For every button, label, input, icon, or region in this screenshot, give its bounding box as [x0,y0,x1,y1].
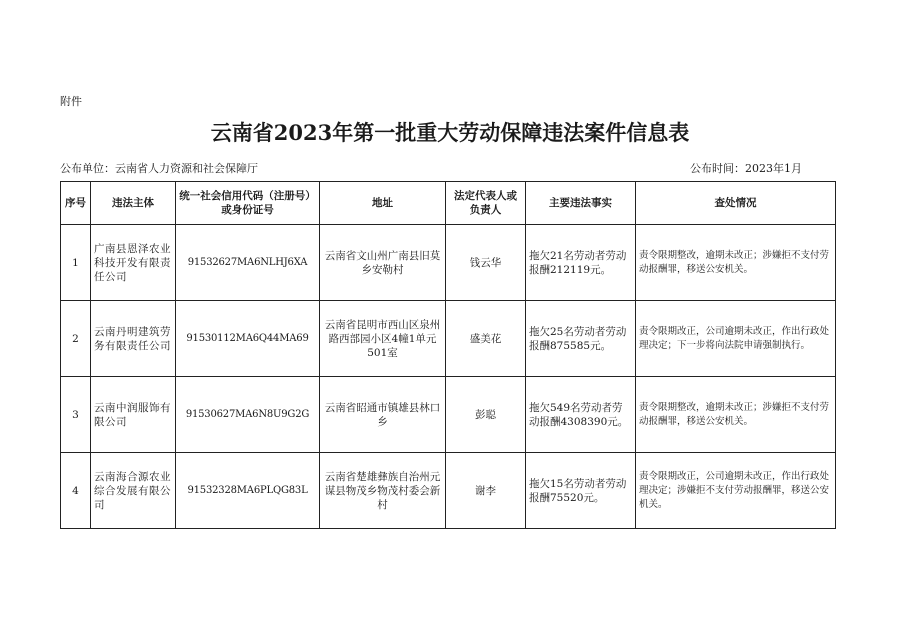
case-number: 3 [61,377,91,453]
violation-facts: 拖欠15名劳动者劳动报酬75520元。 [526,453,636,529]
legal-representative: 钱云华 [446,225,526,301]
table-row [61,301,836,377]
document-title: 云南省2023年第一批重大劳动保障违法案件信息表 [210,120,690,145]
violation-facts: 拖欠21名劳动者劳动报酬212119元。 [526,225,636,301]
handling-result: 责令限期改正，公司逾期未改正，作出行政处理决定；涉嫌拒不支付劳动报酬罪，移送公安机关。 [636,453,836,529]
publish-date-text: 公布时间：2023年1月 [690,162,802,175]
violation-facts: 拖欠25名劳动者劳动报酬875585元。 [526,301,636,377]
column-header-no: 序号 [61,182,91,225]
credit-code: 91532627MA6NLHJ6XA [176,225,320,301]
violating-entity: 云南海合源农业综合发展有限公司 [91,453,176,529]
violating-entity: 云南丹明建筑劳务有限责任公司 [91,301,176,377]
column-header-result: 查处情况 [636,182,836,225]
violating-entity: 云南中润服饰有限公司 [91,377,176,453]
legal-representative: 彭聪 [446,377,526,453]
table-row [61,377,836,453]
column-header-entity: 违法主体 [91,182,176,225]
entity-address: 云南省楚雄彝族自治州元谋县物茂乡物茂村委会新村 [320,453,446,529]
violation-facts: 拖欠549名劳动者劳动报酬4308390元。 [526,377,636,453]
publisher-text: 公布单位：云南省人力资源和社会保障厅 [60,162,258,175]
entity-address: 云南省昭通市镇雄县林口乡 [320,377,446,453]
case-number: 1 [61,225,91,301]
column-header-representative: 法定代表人或负责人 [446,182,526,225]
legal-representative: 盛美花 [446,301,526,377]
publication-info [60,160,835,176]
attachment-label: 附件 [60,95,82,108]
column-header-facts: 主要违法事实 [526,182,636,225]
handling-result: 责令限期整改，逾期未改正；涉嫌拒不支付劳动报酬罪，移送公安机关。 [636,377,836,453]
credit-code: 91532328MA6PLQG83L [176,453,320,529]
column-header-code: 统一社会信用代码（注册号）或身份证号 [176,182,320,225]
credit-code: 91530627MA6N8U9G2G [176,377,320,453]
cases-table [60,181,836,529]
table-row [61,225,836,301]
case-number: 2 [61,301,91,377]
entity-address: 云南省文山州广南县旧莫乡安勒村 [320,225,446,301]
handling-result: 责令限期整改，逾期未改正；涉嫌拒不支付劳动报酬罪，移送公安机关。 [636,225,836,301]
entity-address: 云南省昆明市西山区泉州路西部园小区4幢1单元501室 [320,301,446,377]
case-number: 4 [61,453,91,529]
table-header-row [61,182,836,225]
violating-entity: 广南县恩泽农业科技开发有限责任公司 [91,225,176,301]
handling-result: 责令限期改正，公司逾期未改正，作出行政处理决定；下一步将向法院申请强制执行。 [636,301,836,377]
credit-code: 91530112MA6Q44MA69 [176,301,320,377]
column-header-address: 地址 [320,182,446,225]
legal-representative: 谢李 [446,453,526,529]
table-row [61,453,836,529]
